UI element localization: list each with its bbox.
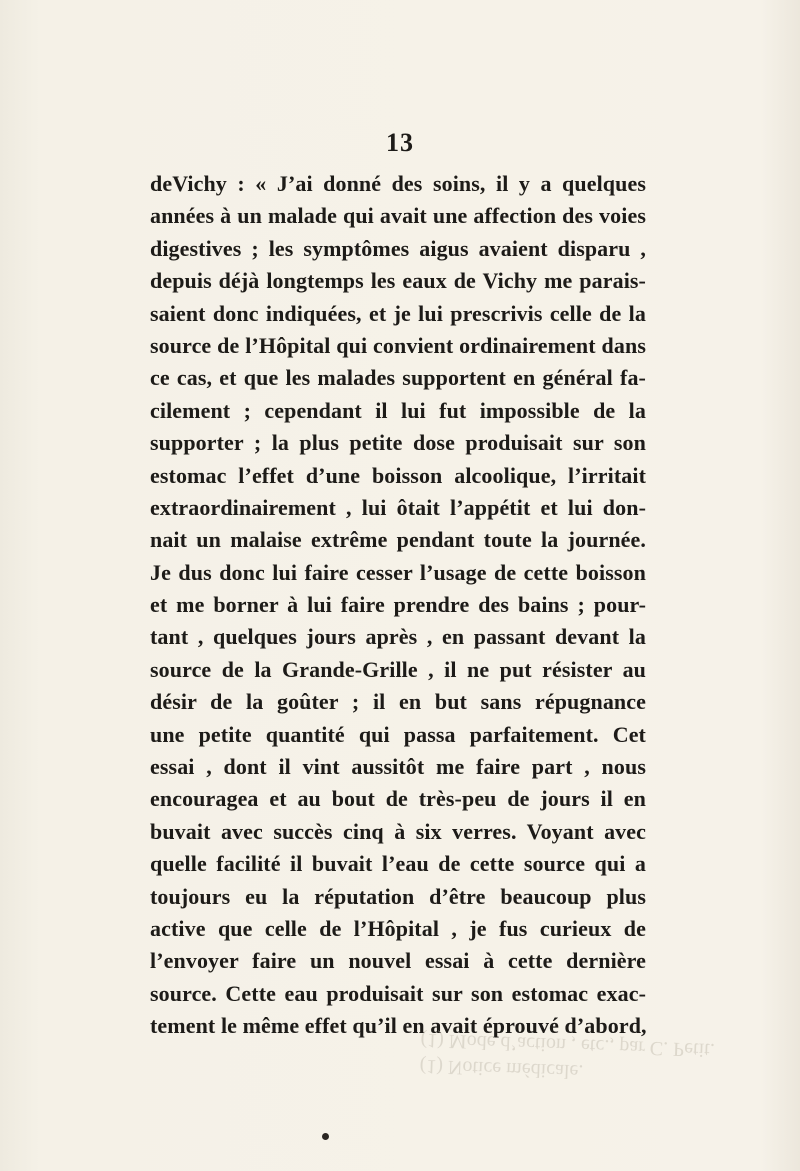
text-line: ce cas, et que les malades supportent en général fa-: [150, 365, 646, 391]
ink-dot: [322, 1133, 329, 1140]
text-line: active que celle de l’Hôpital , je fus curieux de: [150, 915, 646, 941]
text-line: tant , quelques jours après , en passant devant la: [150, 624, 646, 650]
text-line: buvait avec succès cinq à six verres. Voyant avec: [150, 818, 646, 844]
text-line: saient donc indiquées, et je lui prescrivis celle de la: [150, 300, 646, 326]
text-line: source de la Grande-Grille , il ne put résister au: [150, 656, 646, 682]
page-number: 13: [386, 128, 414, 157]
text-line: désir de la goûter ; il en but sans répugnance: [150, 689, 646, 715]
bleed-through-line: (1) Mode d’action , etc., par C. Petit.: [420, 1028, 716, 1062]
text-line: source. Cette eau produisait sur son estomac exac-: [150, 980, 646, 1006]
text-line: essai , dont il vint aussitôt me faire part , nous: [150, 754, 646, 780]
text-line: quelle facilité il buvait l’eau de cette source qui a: [150, 851, 646, 877]
text-line: toujours eu la réputation d’être beaucoup plus: [150, 883, 646, 909]
text-line: source de l’Hôpital qui convient ordinairement dans: [150, 332, 646, 358]
text-line: cilement ; cependant il lui fut impossible de la: [150, 397, 646, 423]
text-line: supporter ; la plus petite dose produisait sur son: [150, 430, 646, 456]
text-line: une petite quantité qui passa parfaitement. Cet: [150, 721, 646, 747]
text-line: deVichy : « J’ai donné des soins, il y a quelques: [150, 171, 646, 196]
text-line: l’envoyer faire un nouvel essai à cette dernière: [150, 948, 646, 974]
text-line: digestives ; les symptômes aigus avaient disparu ,: [150, 235, 646, 261]
text-line: depuis déjà longtemps les eaux de Vichy me parais-: [150, 268, 646, 294]
body-text: [150, 168, 646, 1043]
bleed-through-line: (1) Notice médicale.: [419, 1054, 584, 1083]
text-line: extraordinairement , lui ôtait l’appétit et lui don-: [150, 494, 646, 520]
text-line: et me borner à lui faire prendre des bains ; pour-: [150, 592, 646, 618]
text-line: nait un malaise extrême pendant toute la journée.: [150, 527, 646, 553]
text-line: estomac l’effet d’une boisson alcoolique, l’irritait: [150, 462, 646, 488]
text-line: encouragea et au bout de très-peu de jours il en: [150, 786, 646, 812]
text-line: Je dus donc lui faire cesser l’usage de cette boisson: [150, 559, 646, 585]
text-line: tement le même effet qu’il en avait éprouvé d’abord,: [150, 1013, 647, 1039]
text-line: années à un malade qui avait une affection des voies: [150, 203, 646, 229]
bleed-through-text: [419, 1027, 715, 1089]
